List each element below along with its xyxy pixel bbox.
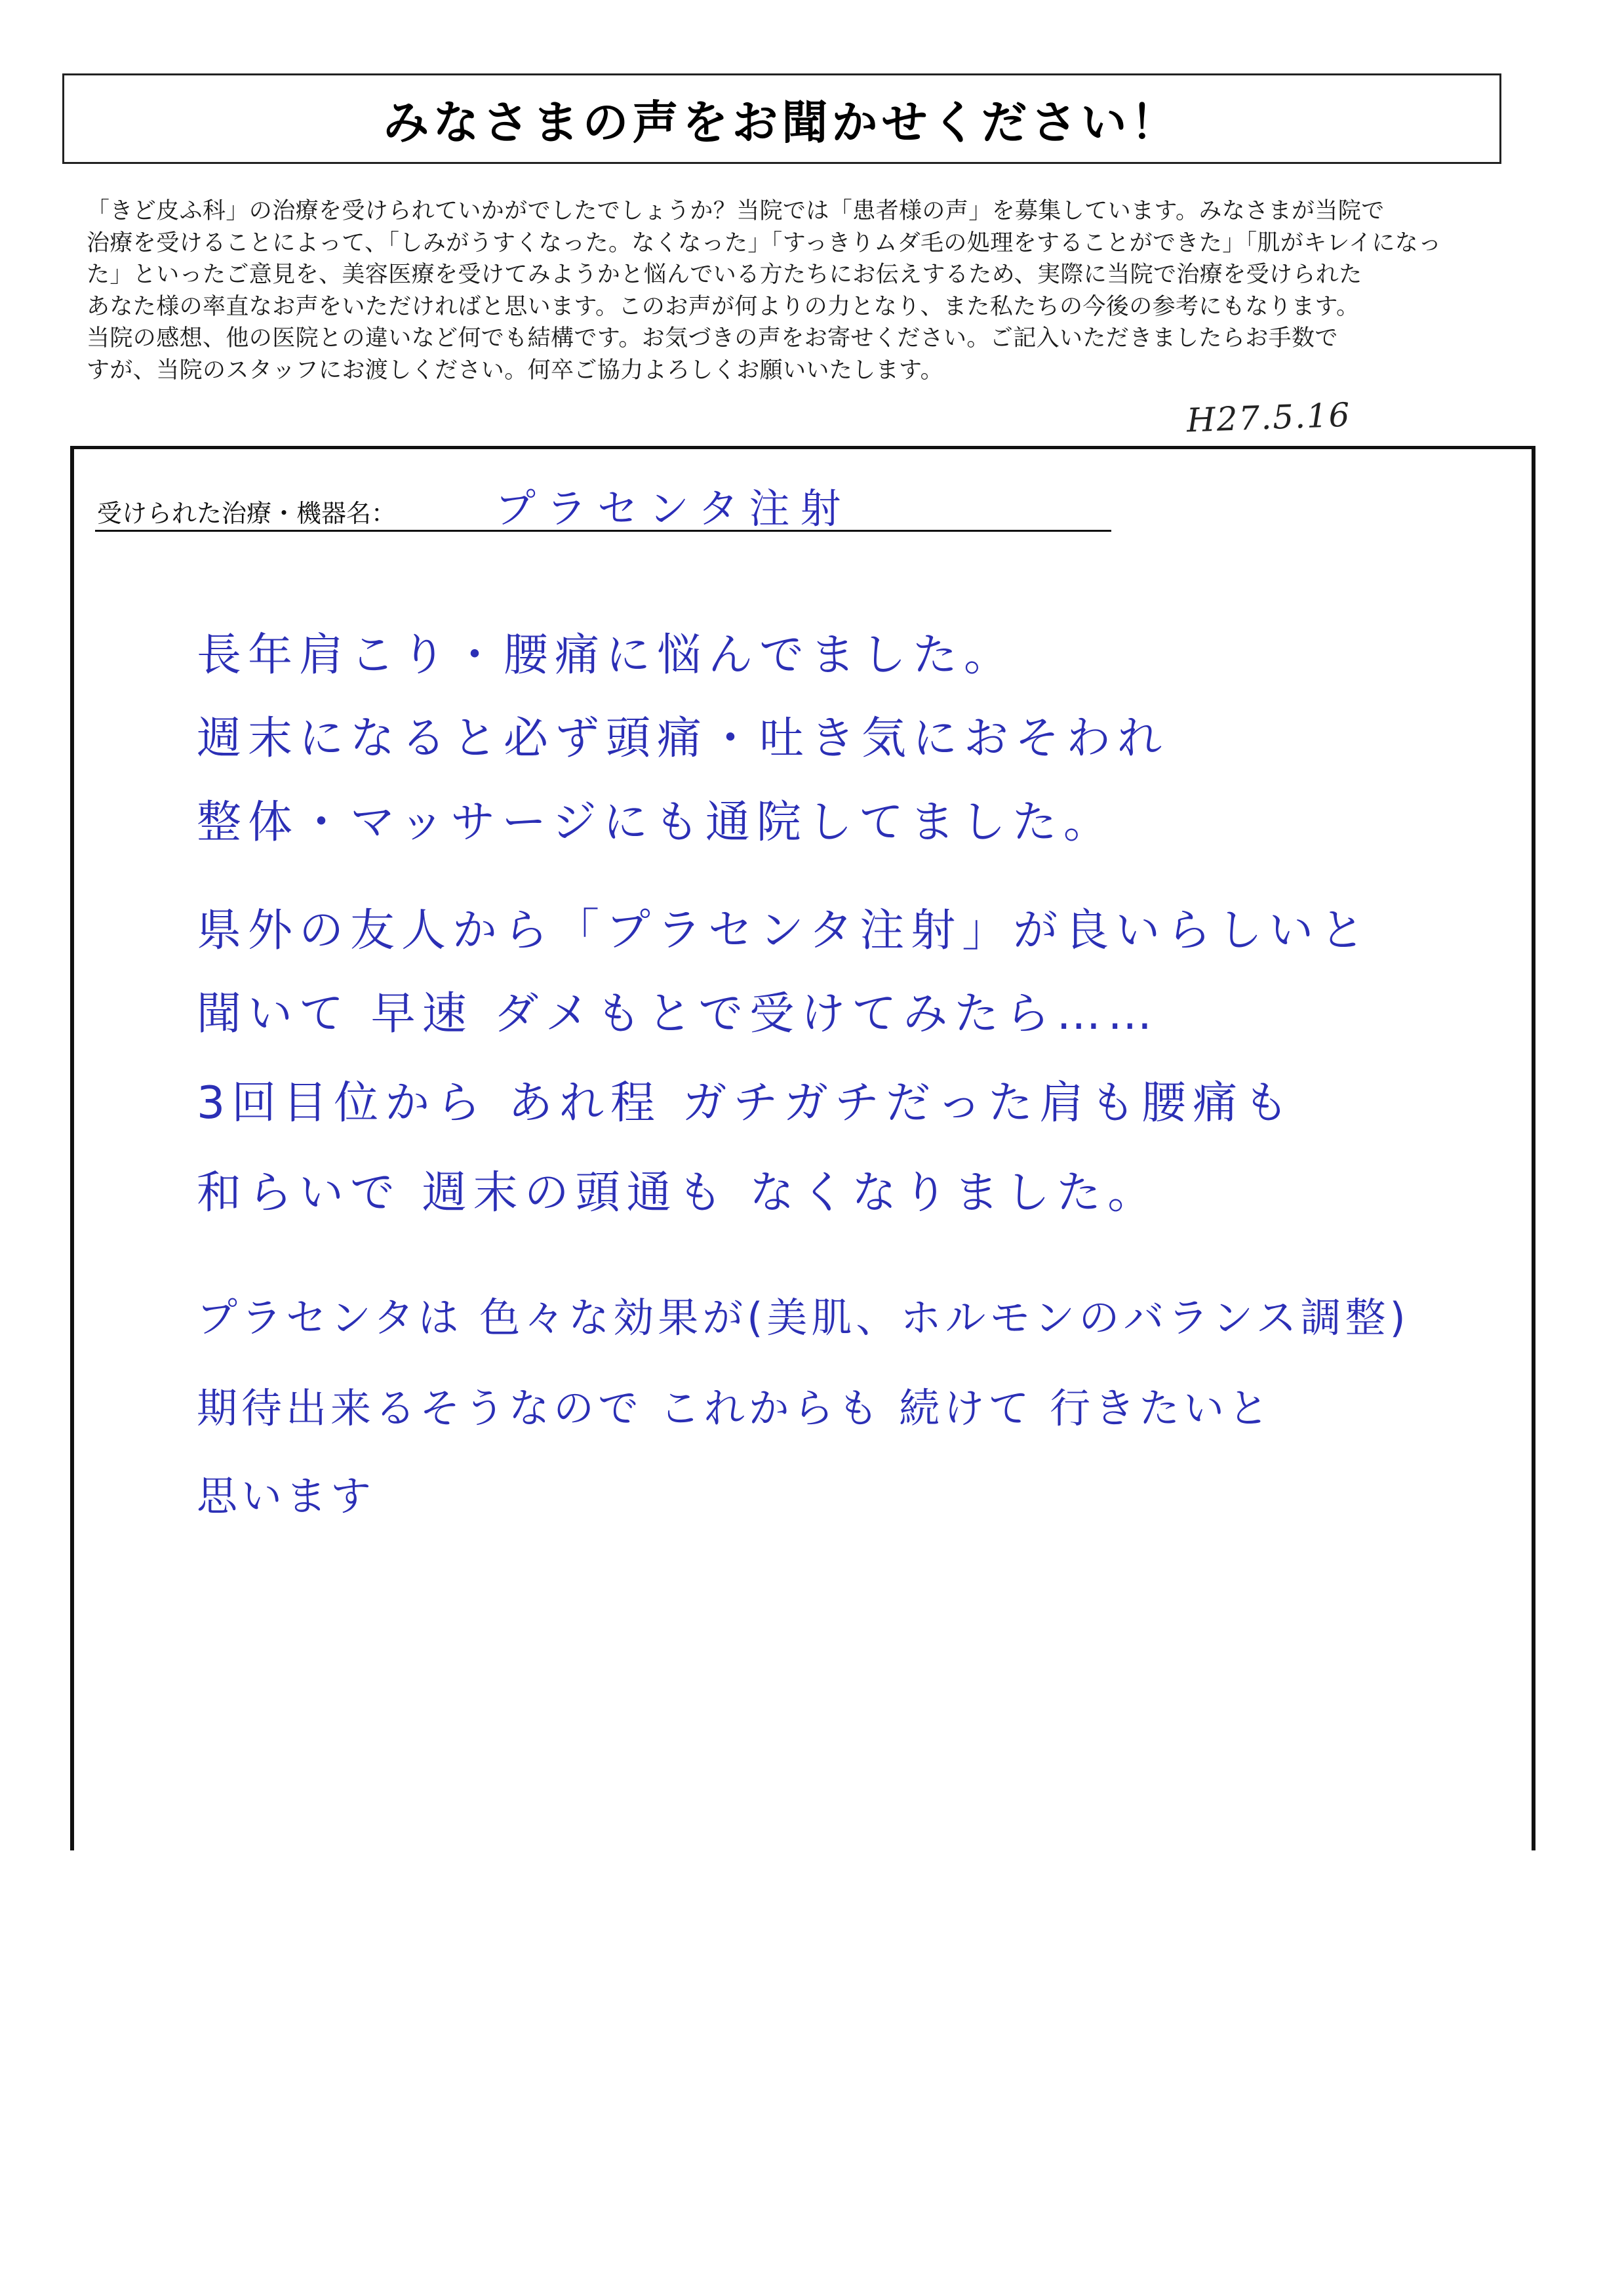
comment-line: 週末になると必ず頭痛・吐き気におそわれ <box>197 713 1169 765</box>
handwritten-date: H27.5.16 <box>1186 395 1352 440</box>
comment-line: 思います <box>197 1472 376 1520</box>
treatment-underline <box>95 530 1111 532</box>
intro-line: あなた様の率直なお声をいただければと思います。このお声が何よりの力となり、また私たちの今後の参考にもなります。 <box>87 293 1360 320</box>
comment-line: 聞いて 早速 ダメもとで受けてみたら…… <box>197 988 1159 1040</box>
intro-line: 「きど皮ふ科」の治療を受けられていかがでしたでしょうか？当院では「患者様の声」を募集しています。みなさまが当院で <box>87 198 1385 224</box>
comment-line: 3回目位から あれ程 ガチガチだった肩も腰痛も <box>197 1077 1296 1129</box>
intro-line: 治療を受けることによって、「しみがうすくなった。なくなった」「すっきりムダ毛の処理をすることができた」「肌がキレイになっ <box>87 230 1442 256</box>
intro-line: 当院の感想、他の医院との違いなど何でも結構です。お気づきの声をお寄せください。ご記入いただきましたらお手数で <box>87 325 1338 351</box>
intro-paragraph <box>87 195 1503 386</box>
intro-line: すが、当院のスタッフにお渡しください。何卒ご協力よろしくお願いいたします。 <box>87 357 944 384</box>
comment-line: 長年肩こり・腰痛に悩んでました。 <box>197 629 1016 681</box>
intro-line: た」といったご意見を、美容医療を受けてみようかと悩んでいる方たちにお伝えするため、実際に当院で治療を受けられた <box>87 262 1362 288</box>
title-box <box>62 73 1501 164</box>
comment-line: 整体・マッサージにも通院してました。 <box>197 797 1115 848</box>
comment-line: プラセンタは 色々な効果が(美肌、ホルモンのバランス調整) <box>197 1294 1410 1342</box>
comment-line: 期待出来るそうなので これからも 続けて 行きたいと <box>197 1384 1273 1432</box>
treatment-label: 受けられた治療・機器名： <box>97 499 397 528</box>
comment-line: 県外の友人から「プラセンタ注射」が良いらしいと <box>197 905 1372 957</box>
page-title: みなさまの声をお聞かせください！ <box>383 95 1181 150</box>
treatment-value: プラセンタ注射 <box>495 485 852 532</box>
comment-line: 和らいで 週末の頭通も なくなりました。 <box>197 1167 1159 1219</box>
